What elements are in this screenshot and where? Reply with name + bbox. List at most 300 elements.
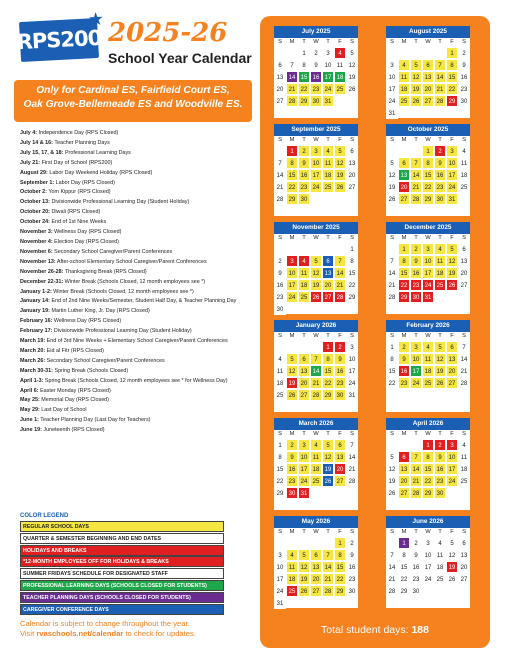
day-cell: 2: [434, 439, 446, 451]
weekday-label: S: [390, 529, 394, 535]
day-cell: 17: [322, 71, 334, 83]
day-cell: 12: [322, 451, 334, 463]
day-cell: 14: [386, 561, 398, 573]
day-cell: 17: [346, 365, 358, 377]
day-cell: 10: [310, 157, 322, 169]
day-cell: 1: [422, 439, 434, 451]
weekday-label: W: [313, 235, 319, 241]
date-item: January 14: End of 2nd Nine Weeks/Semester, Student Half Day, & Teacher Planning Day: [20, 298, 237, 305]
weekday-label: S: [350, 431, 354, 437]
day-cell: 5: [434, 341, 446, 353]
day-cell: 6: [346, 145, 358, 157]
day-cell: 12: [298, 561, 310, 573]
weekday-label: F: [338, 39, 342, 45]
day-cell: 13: [458, 255, 470, 267]
day-cell: 27: [398, 193, 410, 205]
day-cell: 9: [434, 157, 446, 169]
day-cell: 25: [422, 377, 434, 389]
day-cell: 27: [322, 291, 334, 303]
day-cell: 6: [398, 451, 410, 463]
day-cell: 22: [398, 279, 410, 291]
day-cell: 30: [410, 585, 422, 597]
date-item: April 1-3: Spring Break (Schools Closed, 12 month employees see * for Wellness Day): [20, 377, 228, 384]
day-cell: 12: [310, 267, 322, 279]
weekday-label: S: [390, 333, 394, 339]
day-cell: 16: [434, 463, 446, 475]
day-cell: 11: [398, 71, 410, 83]
day-cell: 1: [422, 145, 434, 157]
day-cell: 23: [346, 573, 358, 585]
date-item: May 29: Last Day of School: [20, 407, 87, 414]
day-cell: 5: [310, 255, 322, 267]
day-cell: 7: [410, 157, 422, 169]
day-cell: 26: [322, 475, 334, 487]
day-cell: 22: [298, 83, 310, 95]
legend-item: SUMMER FRIDAYS SCHEDULE FOR DESIGNATED STAFF: [20, 568, 224, 579]
day-cell: 28: [286, 95, 298, 107]
day-cell: 1: [334, 537, 346, 549]
day-cell: 3: [446, 145, 458, 157]
day-cell: 15: [322, 365, 334, 377]
day-cell: 6: [322, 255, 334, 267]
date-item: July 14 & 16: Teacher Planning Days: [20, 139, 110, 146]
day-cell: 15: [286, 169, 298, 181]
legend-item: *12-MONTH EMPLOYEES OFF FOR HOLIDAYS & BREAKS: [20, 556, 224, 567]
day-cell: 14: [386, 267, 398, 279]
day-cell: 8: [398, 549, 410, 561]
day-cell: 22: [422, 475, 434, 487]
day-cell: 21: [322, 573, 334, 585]
weekday-label: T: [438, 235, 442, 241]
weekday-label: S: [390, 39, 394, 45]
month-header: July 2025: [274, 26, 358, 38]
day-cell: 24: [274, 585, 286, 597]
weekday-label: T: [326, 333, 330, 339]
day-cell: 29: [274, 487, 286, 499]
day-cell: 15: [446, 71, 458, 83]
weekday-label: M: [289, 529, 295, 535]
date-item: February 16: Wellness Day (RPS Closed): [20, 318, 122, 325]
day-cell: 4: [322, 145, 334, 157]
month-header: December 2025: [386, 222, 470, 234]
day-cell: 27: [298, 389, 310, 401]
weekday-label: T: [438, 529, 442, 535]
day-cell: 5: [386, 451, 398, 463]
day-cell: 2: [274, 255, 286, 267]
weekday-label: F: [450, 431, 454, 437]
day-cell: 13: [422, 71, 434, 83]
weekday-label: T: [302, 39, 306, 45]
day-cell: 11: [422, 353, 434, 365]
weekday-label: W: [425, 235, 431, 241]
day-cell: 22: [322, 377, 334, 389]
month-calendar: [386, 418, 470, 510]
day-cell: 6: [274, 59, 286, 71]
weekday-label: S: [350, 529, 354, 535]
day-cell: 7: [458, 341, 470, 353]
day-cell: 19: [298, 573, 310, 585]
day-cell: 31: [386, 107, 398, 119]
day-cell: 19: [386, 475, 398, 487]
day-cell: 27: [458, 279, 470, 291]
day-cell: 23: [410, 279, 422, 291]
day-cell: 31: [346, 389, 358, 401]
weekday-label: S: [278, 39, 282, 45]
day-cell: 16: [346, 561, 358, 573]
weekday-label: M: [401, 333, 407, 339]
weekday-label: W: [425, 39, 431, 45]
day-cell: 19: [334, 169, 346, 181]
day-cell: 6: [310, 549, 322, 561]
date-item: July 15, 17, & 18: Professional Learning Days: [20, 149, 131, 156]
weekday-label: M: [401, 137, 407, 143]
day-cell: 5: [334, 145, 346, 157]
weekday-label: S: [278, 333, 282, 339]
day-cell: 30: [458, 95, 470, 107]
schools-banner: Only for Cardinal ES, Fairfield Court ES, Oak Grove-Bellemeade ES and Woodville ES.: [14, 80, 252, 122]
day-cell: 8: [386, 353, 398, 365]
day-cell: 26: [386, 487, 398, 499]
day-cell: 17: [422, 267, 434, 279]
day-cell: 20: [458, 267, 470, 279]
day-cell: 24: [446, 181, 458, 193]
day-cell: 9: [398, 353, 410, 365]
day-cell: 9: [298, 157, 310, 169]
day-cell: 18: [334, 71, 346, 83]
day-cell: 13: [398, 463, 410, 475]
day-cell: 15: [274, 463, 286, 475]
day-cell: 11: [298, 267, 310, 279]
day-cell: 22: [346, 279, 358, 291]
day-cell: 20: [422, 83, 434, 95]
day-cell: 15: [398, 561, 410, 573]
day-cell: 21: [274, 181, 286, 193]
weekday-label: S: [390, 431, 394, 437]
day-cell: 9: [346, 549, 358, 561]
day-cell: 7: [286, 59, 298, 71]
day-cell: 19: [410, 83, 422, 95]
day-cell: 26: [298, 585, 310, 597]
day-cell: 4: [422, 341, 434, 353]
day-cell: 31: [322, 95, 334, 107]
month-header: September 2025: [274, 124, 358, 136]
day-cell: 8: [298, 59, 310, 71]
day-cell: 1: [274, 439, 286, 451]
day-cell: 8: [322, 353, 334, 365]
day-cell: 8: [346, 255, 358, 267]
day-cell: 24: [286, 291, 298, 303]
day-cell: 2: [434, 145, 446, 157]
day-cell: 7: [334, 255, 346, 267]
day-cell: 16: [298, 169, 310, 181]
day-cell: 18: [422, 365, 434, 377]
day-cell: 18: [434, 561, 446, 573]
weekday-label: S: [462, 529, 466, 535]
day-cell: 20: [458, 561, 470, 573]
day-cell: 28: [334, 291, 346, 303]
weekday-label: F: [338, 235, 342, 241]
weekday-label: M: [289, 333, 295, 339]
day-cell: 21: [334, 279, 346, 291]
day-cell: 10: [446, 451, 458, 463]
day-cell: 29: [346, 291, 358, 303]
day-cell: 11: [286, 561, 298, 573]
day-cell: 22: [446, 83, 458, 95]
date-item: October 13: Divisionwide Professional Learning Day (Student Holiday): [20, 199, 190, 206]
legend-item: REGULAR SCHOOL DAYS: [20, 521, 224, 532]
day-cell: 9: [434, 451, 446, 463]
day-cell: 14: [334, 267, 346, 279]
day-cell: 15: [386, 365, 398, 377]
weekday-label: F: [338, 333, 342, 339]
day-cell: 23: [274, 291, 286, 303]
weekday-label: T: [414, 39, 418, 45]
day-cell: 11: [458, 157, 470, 169]
day-cell: 16: [434, 169, 446, 181]
day-cell: 24: [346, 377, 358, 389]
day-cell: 8: [334, 549, 346, 561]
day-cell: 8: [422, 451, 434, 463]
day-cell: 11: [310, 451, 322, 463]
day-cell: 3: [310, 145, 322, 157]
day-cell: 29: [298, 95, 310, 107]
day-cell: 24: [322, 83, 334, 95]
weekday-label: M: [289, 235, 295, 241]
day-cell: 17: [310, 169, 322, 181]
day-cell: 12: [334, 157, 346, 169]
weekday-label: W: [425, 333, 431, 339]
month-header: May 2026: [274, 516, 358, 528]
weekday-label: W: [313, 529, 319, 535]
day-cell: 29: [334, 585, 346, 597]
day-cell: 24: [310, 181, 322, 193]
day-cell: 5: [410, 59, 422, 71]
weekday-label: M: [289, 137, 295, 143]
day-cell: 23: [310, 83, 322, 95]
day-cell: 22: [274, 475, 286, 487]
day-cell: 12: [346, 59, 358, 71]
weekday-label: W: [313, 137, 319, 143]
day-cell: 28: [322, 585, 334, 597]
weekday-label: S: [350, 333, 354, 339]
day-cell: 26: [446, 573, 458, 585]
day-cell: 14: [274, 169, 286, 181]
date-item: October 20: Diwali (RPS Closed): [20, 209, 101, 216]
month-calendar: [386, 320, 470, 412]
day-cell: 7: [274, 157, 286, 169]
month-header: October 2025: [386, 124, 470, 136]
calendar-link[interactable]: rvaschools.net/calendar: [36, 629, 124, 638]
day-cell: 17: [286, 279, 298, 291]
weekday-label: T: [326, 431, 330, 437]
legend-item: CAREGIVER CONFERENCE DAYS: [20, 604, 224, 615]
weekday-label: T: [414, 431, 418, 437]
date-item: November 6: Secondary School Caregiver/Parent Conferences: [20, 248, 173, 255]
date-item: October 2: Yom Kippur (RPS Closed): [20, 189, 111, 196]
day-cell: 31: [274, 597, 286, 609]
day-cell: 1: [298, 47, 310, 59]
date-item: November 3: Wellness Day (RPS Closed): [20, 229, 122, 236]
day-cell: 20: [398, 181, 410, 193]
day-cell: 26: [386, 193, 398, 205]
day-cell: 19: [434, 365, 446, 377]
date-item: November 4: Election Day (RPS Closed): [20, 238, 119, 245]
day-cell: 27: [446, 377, 458, 389]
day-cell: 13: [322, 267, 334, 279]
weekday-label: W: [313, 431, 319, 437]
month-calendar: [274, 516, 358, 608]
day-cell: 21: [310, 377, 322, 389]
day-cell: 16: [410, 267, 422, 279]
day-cell: 18: [274, 377, 286, 389]
day-cell: 7: [322, 549, 334, 561]
day-cell: 15: [334, 561, 346, 573]
weekday-label: S: [350, 39, 354, 45]
day-cell: 25: [334, 83, 346, 95]
weekday-label: T: [326, 235, 330, 241]
day-cell: 4: [434, 243, 446, 255]
date-item: January 19: Martin Luther King, Jr. Day (RPS Closed): [20, 308, 150, 315]
date-item: October 24: End of 1st Nine Weeks: [20, 219, 107, 226]
day-cell: 19: [446, 267, 458, 279]
weekday-label: M: [289, 39, 295, 45]
weekday-label: M: [401, 529, 407, 535]
day-cell: 11: [274, 365, 286, 377]
day-cell: 21: [386, 573, 398, 585]
day-cell: 7: [386, 549, 398, 561]
day-cell: 16: [410, 561, 422, 573]
day-cell: 6: [298, 353, 310, 365]
day-cell: 25: [434, 279, 446, 291]
day-cell: 24: [422, 279, 434, 291]
day-cell: 22: [334, 573, 346, 585]
day-cell: 6: [446, 341, 458, 353]
day-cell: 17: [446, 463, 458, 475]
day-cell: 29: [422, 487, 434, 499]
day-cell: 20: [274, 83, 286, 95]
day-cell: 14: [346, 451, 358, 463]
day-cell: 7: [386, 255, 398, 267]
day-cell: 21: [386, 279, 398, 291]
day-cell: 2: [346, 537, 358, 549]
weekday-label: W: [313, 333, 319, 339]
day-cell: 10: [410, 353, 422, 365]
day-cell: 24: [386, 95, 398, 107]
day-cell: 20: [322, 279, 334, 291]
day-cell: 23: [434, 475, 446, 487]
day-cell: 3: [422, 243, 434, 255]
day-cell: 23: [434, 181, 446, 193]
total-student-days: Total student days: 188: [320, 624, 429, 636]
day-cell: 25: [458, 475, 470, 487]
day-cell: 28: [386, 291, 398, 303]
day-cell: 25: [398, 95, 410, 107]
day-cell: 12: [446, 255, 458, 267]
day-cell: 13: [346, 157, 358, 169]
day-cell: 14: [286, 71, 298, 83]
weekday-label: T: [414, 235, 418, 241]
day-cell: 10: [422, 549, 434, 561]
day-cell: 9: [274, 267, 286, 279]
day-cell: 5: [298, 549, 310, 561]
day-cell: 19: [310, 279, 322, 291]
day-cell: 12: [446, 549, 458, 561]
legend-item: HOLIDAYS AND BREAKS: [20, 545, 224, 556]
day-cell: 27: [346, 181, 358, 193]
day-cell: 11: [322, 157, 334, 169]
day-cell: 31: [422, 291, 434, 303]
day-cell: 12: [286, 365, 298, 377]
date-item: November 26-28: Thanksgiving Break (RPS Closed): [20, 268, 147, 275]
day-cell: 4: [334, 47, 346, 59]
day-cell: 30: [274, 303, 286, 315]
day-cell: 2: [410, 243, 422, 255]
date-item: February 17: Divisionwide Professional Learning Day (Student Holiday): [20, 328, 192, 335]
footer-note: Calendar is subject to change throughout the year. Visit rvaschools.net/calendar to check for updates.: [20, 619, 196, 638]
day-cell: 5: [386, 157, 398, 169]
day-cell: 8: [398, 255, 410, 267]
day-cell: 30: [298, 193, 310, 205]
day-cell: 25: [298, 291, 310, 303]
day-cell: 17: [386, 83, 398, 95]
star-icon: ★: [87, 8, 104, 31]
day-cell: 27: [310, 585, 322, 597]
day-cell: 21: [410, 181, 422, 193]
weekday-label: S: [390, 137, 394, 143]
day-cell: 19: [322, 463, 334, 475]
day-cell: 5: [346, 47, 358, 59]
date-item: June 1: Teacher Planning Day (Last Day for Teachers): [20, 417, 151, 424]
day-cell: 29: [322, 389, 334, 401]
weekday-label: F: [450, 235, 454, 241]
day-cell: 18: [322, 169, 334, 181]
weekday-label: W: [425, 529, 431, 535]
weekday-label: S: [350, 137, 354, 143]
day-cell: 4: [298, 255, 310, 267]
day-cell: 3: [386, 59, 398, 71]
day-cell: 21: [410, 475, 422, 487]
day-cell: 6: [458, 243, 470, 255]
weekday-label: F: [338, 529, 342, 535]
day-cell: 4: [286, 549, 298, 561]
month-calendar: [274, 320, 358, 412]
day-cell: 17: [274, 573, 286, 585]
day-cell: 30: [310, 95, 322, 107]
day-cell: 19: [446, 561, 458, 573]
day-cell: 7: [434, 59, 446, 71]
day-cell: 2: [310, 47, 322, 59]
day-cell: 5: [446, 243, 458, 255]
day-cell: 20: [298, 377, 310, 389]
day-cell: 19: [346, 71, 358, 83]
day-cell: 15: [346, 267, 358, 279]
weekday-label: T: [326, 39, 330, 45]
month-calendar: [386, 516, 470, 608]
day-cell: 12: [386, 463, 398, 475]
weekday-label: F: [450, 529, 454, 535]
day-cell: 4: [458, 145, 470, 157]
day-cell: 28: [346, 475, 358, 487]
weekday-label: T: [438, 333, 442, 339]
month-header: February 2026: [386, 320, 470, 332]
day-cell: 28: [410, 487, 422, 499]
month-header: November 2025: [274, 222, 358, 234]
day-cell: 10: [422, 255, 434, 267]
day-cell: 13: [334, 451, 346, 463]
weekday-label: S: [462, 235, 466, 241]
day-cell: 10: [446, 157, 458, 169]
day-cell: 20: [334, 463, 346, 475]
